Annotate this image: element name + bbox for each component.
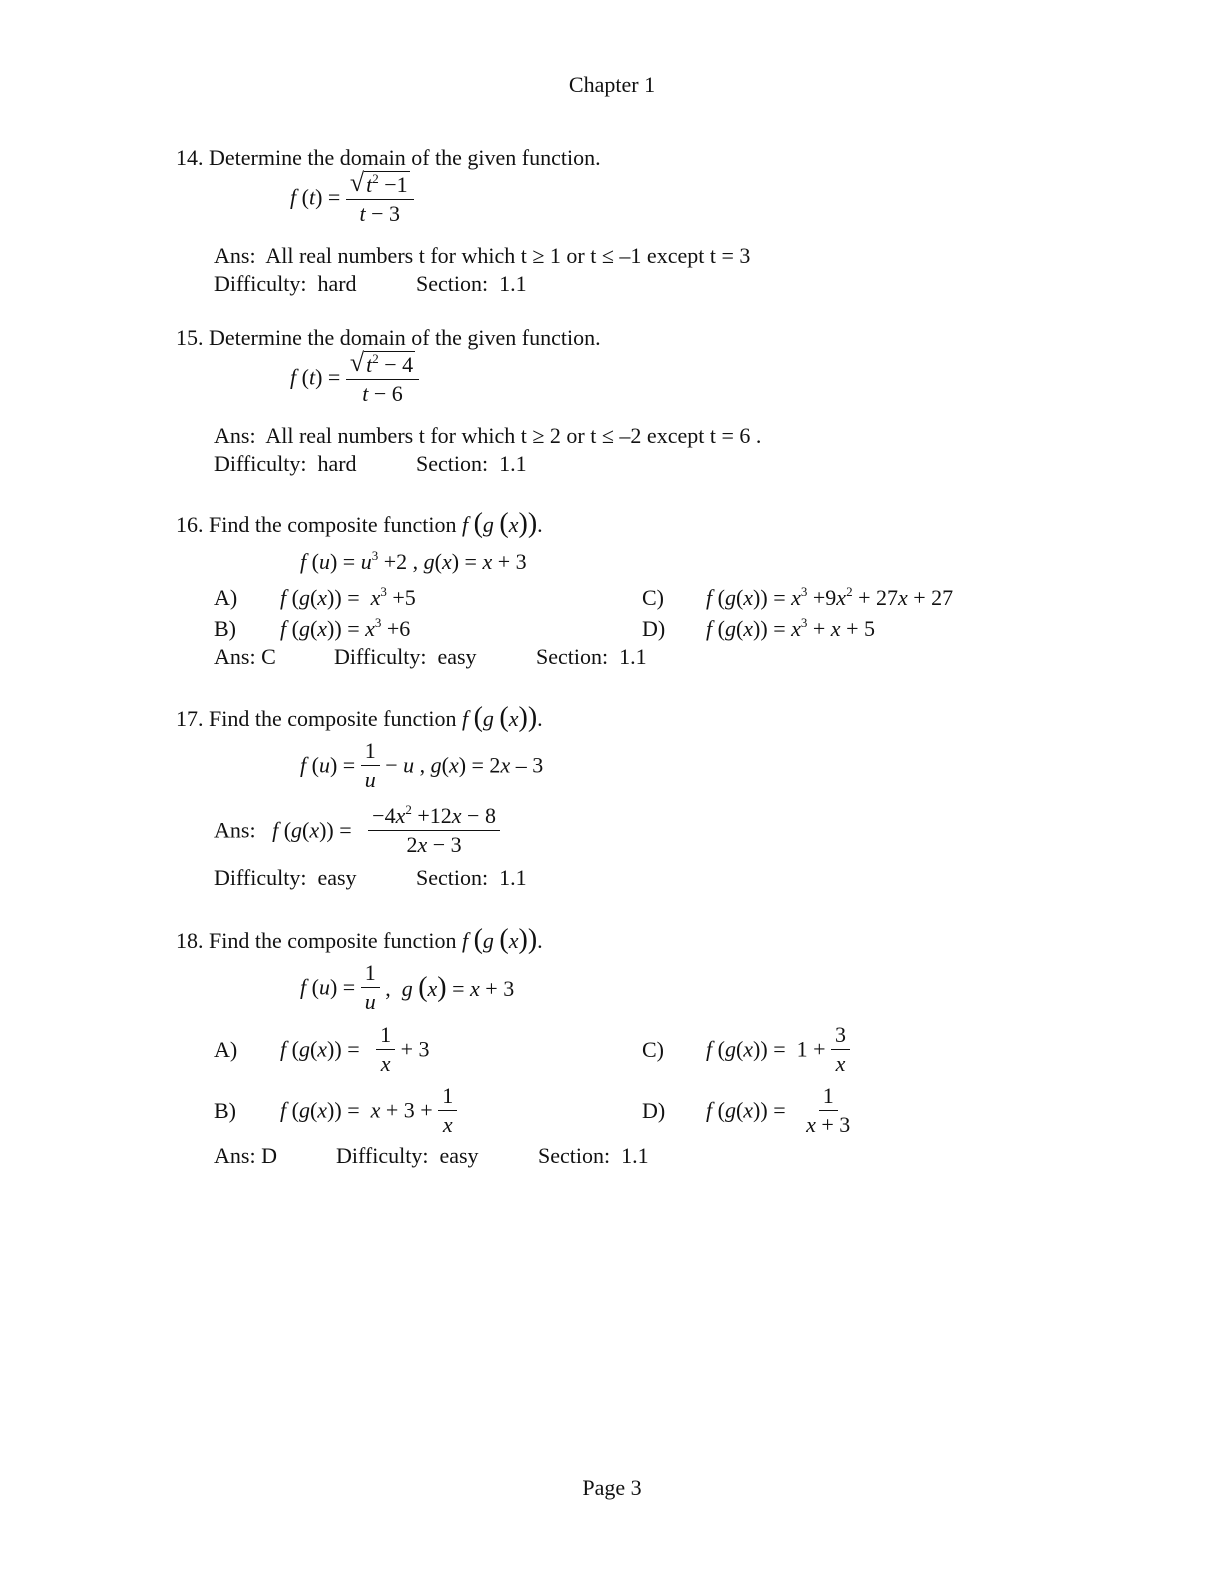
difficulty-value: easy xyxy=(439,1143,479,1168)
difficulty-value: easy xyxy=(317,865,357,890)
choice-b: f $(g(x)) = x^3 +6$ xyxy=(280,615,411,641)
section-line: Section: 1.1 xyxy=(536,644,647,669)
question-prompt: Find the composite function xyxy=(209,928,457,953)
answer-value: C xyxy=(261,644,276,669)
page-header xyxy=(0,74,1224,96)
difficulty-line: Difficulty: hard xyxy=(214,271,357,296)
page-number: Page 3 xyxy=(582,1475,642,1500)
choice-b: f (g(x)) = x + 3 + $\frac{1}{x}$ xyxy=(280,1085,457,1136)
question-15-text xyxy=(176,327,601,349)
section-line: Section: 1.1 xyxy=(416,865,527,890)
question-prompt: Determine the domain of the given function. xyxy=(209,145,601,170)
choice-b-letter: B) xyxy=(214,616,236,641)
difficulty-line: Difficulty: hard xyxy=(214,451,357,476)
choice-c-letter: C) xyxy=(642,585,664,610)
choice-c: f $(g(x)) = x^3 +9x^2 + 27x + 27$ xyxy=(706,584,954,610)
composite-notation: f (g (x)). xyxy=(461,508,543,539)
difficulty-line: Difficulty: easy xyxy=(334,644,477,669)
answer-line: Ans: D xyxy=(214,1143,277,1168)
answer-value: D xyxy=(261,1143,277,1168)
section-line: Section: 1.1 xyxy=(538,1143,649,1168)
section-value: 1.1 xyxy=(621,1143,649,1168)
composite-notation: f (g (x)). xyxy=(461,702,543,733)
answer-line: Ans: f (g(x)) = $\frac{-4x^2 +12x - 8}{2x - 3}$ xyxy=(214,805,500,856)
page-footer xyxy=(0,1477,1224,1499)
question-prompt: Find the composite function xyxy=(209,706,457,731)
chapter-title: Chapter 1 xyxy=(568,72,656,97)
question-18-text xyxy=(176,926,543,954)
section-value: 1.1 xyxy=(499,271,527,296)
given-functions: f (u) = $\frac{1}{u}$ , g (x) = x + 3 xyxy=(300,960,515,1014)
choice-c: f (g(x)) = 1 + $\frac{3}{x}$ xyxy=(706,1024,850,1075)
choice-b-letter: B) xyxy=(214,1098,236,1123)
section-line: Section: 1.1 xyxy=(416,451,527,476)
section-value: 1.1 xyxy=(619,644,647,669)
question-number: 18. xyxy=(176,928,204,953)
choice-d: f $(g(x)) = x^3 + x + 5$ xyxy=(706,615,875,641)
difficulty-value: easy xyxy=(437,644,477,669)
answer-line: Ans: All real numbers t for which t ≥ 1 or t ≤ –1 except t = 3 xyxy=(214,243,751,268)
question-prompt: Determine the domain of the given function. xyxy=(209,325,601,350)
composite-notation: f (g (x)). xyxy=(461,924,543,955)
difficulty-line: Difficulty: easy xyxy=(336,1143,479,1168)
choice-d-letter: D) xyxy=(642,616,666,641)
question-14-text xyxy=(176,147,601,169)
choice-c-letter: C) xyxy=(642,1037,664,1062)
choice-a: f $(g(x)) = x^3 +5$ xyxy=(280,584,416,610)
question-number: 16. xyxy=(176,512,204,537)
section-line: Section: 1.1 xyxy=(416,271,527,296)
question-number: 17. xyxy=(176,706,204,731)
function-formula: f (t) = √ $t^2 -1$ t − 3 xyxy=(290,170,414,225)
difficulty-line: Difficulty: easy xyxy=(214,865,357,890)
function-formula: f (t) = √ $t^2 - 4$ t − 6 xyxy=(290,350,419,405)
answer-line: Ans: C xyxy=(214,644,276,669)
given-functions: f (u) = $\frac{1}{u}$ − u , g(x) = 2x – 3 xyxy=(300,738,544,792)
choice-a-letter: A) xyxy=(214,1037,238,1062)
section-value: 1.1 xyxy=(499,865,527,890)
answer-line: Ans: All real numbers t for which t ≥ 2 or t ≤ –2 except t = 6 . xyxy=(214,423,762,448)
question-16-text xyxy=(176,510,543,538)
difficulty-value: hard xyxy=(317,451,357,476)
choice-d: f (g(x)) = $\frac{1}{x + 3}$ xyxy=(706,1083,851,1137)
choice-d-letter: D) xyxy=(642,1098,666,1123)
question-number: 14. xyxy=(176,145,204,170)
question-number: 15. xyxy=(176,325,204,350)
question-prompt: Find the composite function xyxy=(209,512,457,537)
section-value: 1.1 xyxy=(499,451,527,476)
choice-a: f (g(x)) = $\frac{1}{x}$ + 3 xyxy=(280,1022,430,1076)
difficulty-value: hard xyxy=(317,271,357,296)
given-functions: f $(u) = u^3 +2$ , g(x) = x + 3 xyxy=(300,548,527,574)
choice-a-letter: A) xyxy=(214,585,238,610)
answer-text: All real numbers t for which t ≥ 1 or t ≤ –1 except t = 3 xyxy=(265,243,751,268)
question-17-text xyxy=(176,704,543,732)
answer-text: All real numbers t for which t ≥ 2 or t ≤ –2 except t = 6 . xyxy=(265,423,762,448)
